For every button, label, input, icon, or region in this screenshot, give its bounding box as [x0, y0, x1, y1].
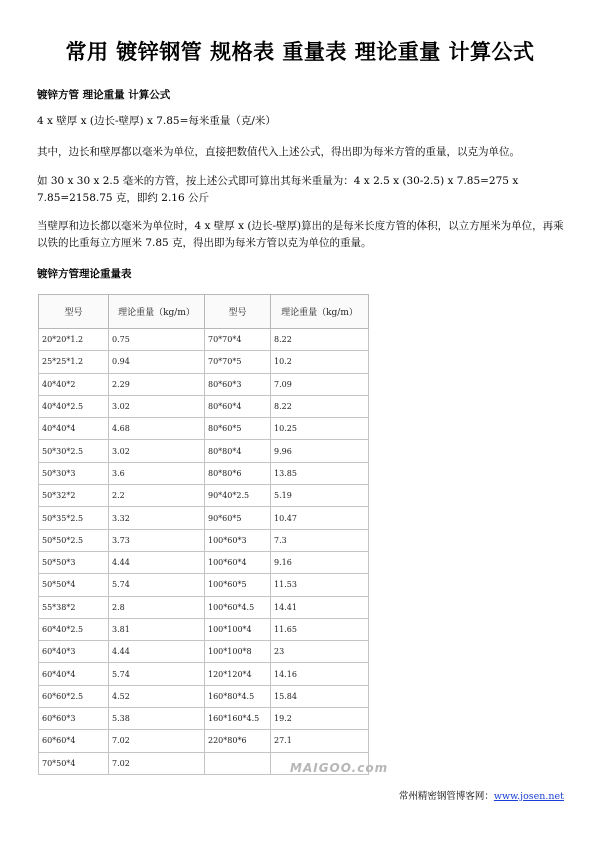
cell-weight: 2.8: [109, 596, 205, 618]
cell-model: 80*60*5: [205, 418, 271, 440]
cell-weight: 5.74: [109, 574, 205, 596]
cell-model: 60*40*3: [39, 641, 109, 663]
cell-weight: 11.53: [271, 574, 369, 596]
header-model-2: 型号: [205, 295, 271, 329]
table-row: [39, 641, 369, 663]
cell-model: 220*80*6: [205, 730, 271, 752]
table-row: [39, 440, 369, 462]
cell-model: 40*40*4: [39, 418, 109, 440]
cell-weight: 4.44: [109, 641, 205, 663]
cell-model: 100*100*4: [205, 618, 271, 640]
cell-model: 100*60*3: [205, 529, 271, 551]
cell-model: 50*50*2.5: [39, 529, 109, 551]
header-model-1: 型号: [39, 295, 109, 329]
cell-model: 60*40*2.5: [39, 618, 109, 640]
table-row: [39, 485, 369, 507]
table-row: [39, 708, 369, 730]
cell-weight: 0.94: [109, 351, 205, 373]
cell-model: 50*30*2.5: [39, 440, 109, 462]
table-row: [39, 685, 369, 707]
cell-weight: 3.02: [109, 395, 205, 417]
table-row: [39, 507, 369, 529]
cell-weight: 11.65: [271, 618, 369, 640]
weight-table-container: [38, 294, 368, 775]
table-row: [39, 574, 369, 596]
table-body: [39, 329, 369, 775]
cell-weight: 10.47: [271, 507, 369, 529]
table-row: [39, 730, 369, 752]
table-header-row: [39, 295, 369, 329]
cell-model: 60*60*3: [39, 708, 109, 730]
table-row: [39, 596, 369, 618]
cell-model: 80*80*4: [205, 440, 271, 462]
cell-weight: 5.74: [109, 663, 205, 685]
cell-model: 90*40*2.5: [205, 485, 271, 507]
cell-model: 160*80*4.5: [205, 685, 271, 707]
cell-model: 50*30*3: [39, 462, 109, 484]
cell-model: 25*25*1.2: [39, 351, 109, 373]
table-row: [39, 395, 369, 417]
table-row: [39, 329, 369, 351]
cell-weight: 7.02: [109, 730, 205, 752]
cell-model: 90*60*5: [205, 507, 271, 529]
cell-weight: 4.68: [109, 418, 205, 440]
weight-table: [38, 294, 369, 775]
cell-weight: 3.73: [109, 529, 205, 551]
footer-link[interactable]: www.josen.net: [493, 791, 564, 802]
cell-weight: 2.29: [109, 373, 205, 395]
table-row: [39, 551, 369, 573]
cell-weight: 10.25: [271, 418, 369, 440]
cell-model: 100*60*5: [205, 574, 271, 596]
cell-model: 20*20*1.2: [39, 329, 109, 351]
cell-model: 55*38*2: [39, 596, 109, 618]
cell-weight: 5.38: [109, 708, 205, 730]
footer-label: 常州精密钢管博客网：: [398, 791, 494, 802]
cell-model: 70*70*4: [205, 329, 271, 351]
header-weight-1: 理论重量（kg/m）: [109, 295, 205, 329]
cell-weight: 15.84: [271, 685, 369, 707]
paragraph-example: 如 30 x 30 x 2.5 毫米的方管，按上述公式即可算出其每米重量为：4 x 2.5 x (30-2.5) x 7.85=275 x 7.85=2158.75 克，即约 2.16 公斤: [37, 175, 519, 204]
cell-model: [205, 752, 271, 774]
paragraph-explanation: 当壁厚和边长都以毫米为单位时，4 x 壁厚 x (边长-壁厚)算出的是每米长度方管的体积，以立方厘米为单位，再乘以铁的比重每立方厘米 7.85 克，得出即为每米方管以克为单位的重量。: [37, 220, 564, 249]
table-row: [39, 462, 369, 484]
cell-weight: 10.2: [271, 351, 369, 373]
cell-weight: 8.22: [271, 329, 369, 351]
cell-weight: 27.1: [271, 730, 369, 752]
cell-model: 50*32*2: [39, 485, 109, 507]
cell-model: 80*60*3: [205, 373, 271, 395]
watermark-logo: MAIGOO.com: [290, 761, 389, 775]
cell-model: 60*60*2.5: [39, 685, 109, 707]
cell-weight: 3.02: [109, 440, 205, 462]
cell-model: 40*40*2.5: [39, 395, 109, 417]
table-row: [39, 373, 369, 395]
table-row: [39, 418, 369, 440]
cell-weight: 9.16: [271, 551, 369, 573]
cell-model: 100*60*4.5: [205, 596, 271, 618]
paragraph-units: 其中，边长和壁厚都以毫米为单位，直接把数值代入上述公式，得出即为每米方管的重量，以克为单位。: [37, 146, 520, 158]
cell-weight: 3.32: [109, 507, 205, 529]
cell-weight: 8.22: [271, 395, 369, 417]
cell-weight: 4.44: [109, 551, 205, 573]
cell-weight: 7.09: [271, 373, 369, 395]
formula-text: 4 x 壁厚 x (边长-壁厚) x 7.85=每米重量（克/米）: [37, 115, 276, 127]
cell-model: 70*70*5: [205, 351, 271, 373]
cell-weight: 14.41: [271, 596, 369, 618]
cell-weight: 5.19: [271, 485, 369, 507]
cell-weight: 0.75: [109, 329, 205, 351]
cell-weight: 19.2: [271, 708, 369, 730]
cell-weight: 3.81: [109, 618, 205, 640]
page-title: 常用 镀锌钢管 规格表 重量表 理论重量 计算公式: [65, 40, 535, 64]
cell-model: 40*40*2: [39, 373, 109, 395]
cell-model: 100*100*8: [205, 641, 271, 663]
cell-weight: 13.85: [271, 462, 369, 484]
cell-weight: 14.16: [271, 663, 369, 685]
table-row: [39, 529, 369, 551]
cell-model: 50*35*2.5: [39, 507, 109, 529]
cell-weight: 7.02: [109, 752, 205, 774]
cell-weight: 2.2: [109, 485, 205, 507]
cell-model: 120*120*4: [205, 663, 271, 685]
cell-weight: 9.96: [271, 440, 369, 462]
cell-model: 160*160*4.5: [205, 708, 271, 730]
cell-model: 60*40*4: [39, 663, 109, 685]
cell-model: 50*50*4: [39, 574, 109, 596]
cell-model: 50*50*3: [39, 551, 109, 573]
cell-model: 60*60*4: [39, 730, 109, 752]
cell-weight: 4.52: [109, 685, 205, 707]
table-row: [39, 663, 369, 685]
cell-model: 80*60*4: [205, 395, 271, 417]
cell-model: 100*60*4: [205, 551, 271, 573]
cell-weight: 3.6: [109, 462, 205, 484]
cell-model: 80*80*6: [205, 462, 271, 484]
section-heading-formula: 镀锌方管 理论重量 计算公式: [37, 89, 171, 101]
cell-weight: 23: [271, 641, 369, 663]
table-row: [39, 618, 369, 640]
footer: [399, 788, 564, 802]
table-row: [39, 351, 369, 373]
cell-weight: 7.3: [271, 529, 369, 551]
section-heading-table: 镀锌方管理论重量表: [37, 268, 132, 280]
cell-model: 70*50*4: [39, 752, 109, 774]
header-weight-2: 理论重量（kg/m）: [271, 295, 369, 329]
